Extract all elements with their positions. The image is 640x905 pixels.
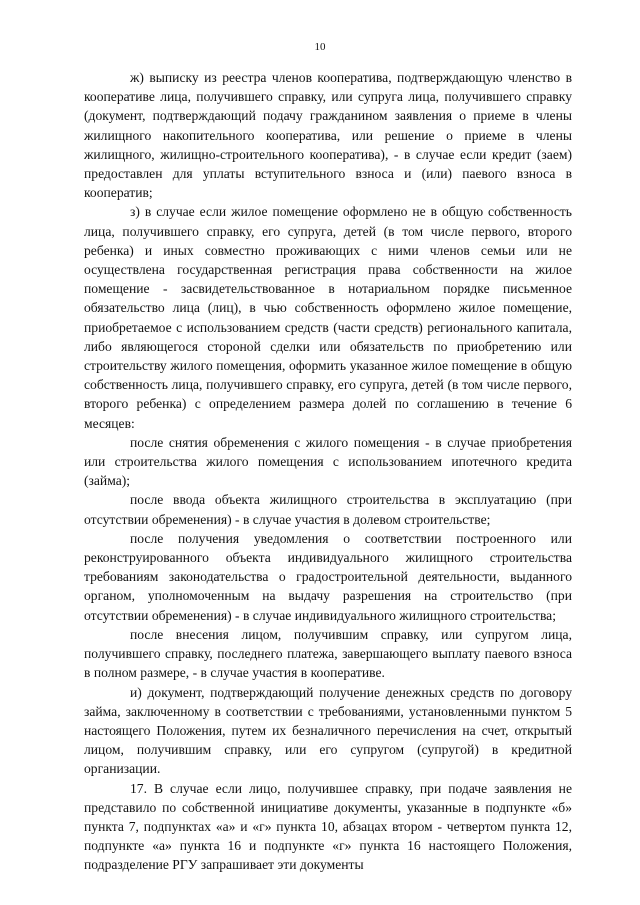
page-number: 10	[314, 41, 326, 53]
paragraph-individual-construction-case: после получения уведомления о соответствии построенного или реконструированного объекта индивидуального жилищного строительства требованиям законодательства о градостроительной деятельности, выданного органом, уполномоченным на выдачу разрешения на строительство (при отсутствии обременения) - в случае индивидуального жилищного строительства;	[84, 530, 572, 623]
paragraph-i: и) документ, подтверждающий получение денежных средств по договору займа, заключенному в соответствии с требованиями, установленными пунктом 5 настоящего Положения, путем их безналичного перечисления на счет, открытый лицом, получившим справку, или его супругом (супругой) в кредитной организации.	[84, 684, 572, 777]
paragraph-cooperative-case: после внесения лицом, получившим справку, или супругом лица, получившего справку, последнего платежа, завершающего выплату паевого взноса в полном размере, - в случае участия в кооперативе.	[84, 626, 572, 681]
document-body	[84, 68, 572, 875]
paragraph-shared-construction-case: после ввода объекта жилищного строительства в эксплуатацию (при отсутствии обременения) - в случае участия в долевом строительстве;	[84, 492, 572, 527]
paragraph-mortgage-case: после снятия обременения с жилого помещения - в случае приобретения или строительства жилого помещения с использованием ипотечного кредита (займа);	[84, 434, 572, 489]
paragraph-z: з) в случае если жилое помещение оформлено не в общую собственность лица, получившего справку, его супруга, детей (в том числе первого, второго ребенка) и иных совместно проживающих с ними членов семьи или не осуществлена государственная регистрация права собственности на жилое помещение - засвидетельствованное в нотариальном порядке письменное обязательство лица (лиц), в чью собственность оформлено жилое помещение, приобретаемое с использованием средств (части средств) регионального капитала, либо являющегося стороной сделки или обязательств по приобретению или строительству жилого помещения, оформить указанное жилое помещение в общую собственность лица, получившего справку, его супруга, детей (в том числе первого, второго ребенка) с определением размера долей по соглашению в течение 6 месяцев:	[84, 204, 572, 431]
paragraph-zh: ж) выписку из реестра членов кооператива, подтверждающую членство в кооперативе лица, получившего справку, или супруга лица, получившего справку (документ, подтверждающий подачу гражданином заявления о приеме в члены жилищного накопительного кооператива, или решение о приеме в члены жилищного, жилищно-строительного кооператива), - в случае если кредит (заем) предоставлен для уплаты вступительного взноса и (или) паевого взноса в кооператив;	[84, 70, 572, 201]
paragraph-17: 17. В случае если лицо, получившее справку, при подаче заявления не представило по собственной инициативе документы, указанные в подпункте «б» пункта 7, подпунктах «а» и «г» пункта 10, абзацах втором - четвертом пункта 12, подпункте «а» пункта 16 и подпункте «г» пункта 16 настоящего Положения, подразделение РГУ запрашивает эти документы	[84, 780, 572, 873]
